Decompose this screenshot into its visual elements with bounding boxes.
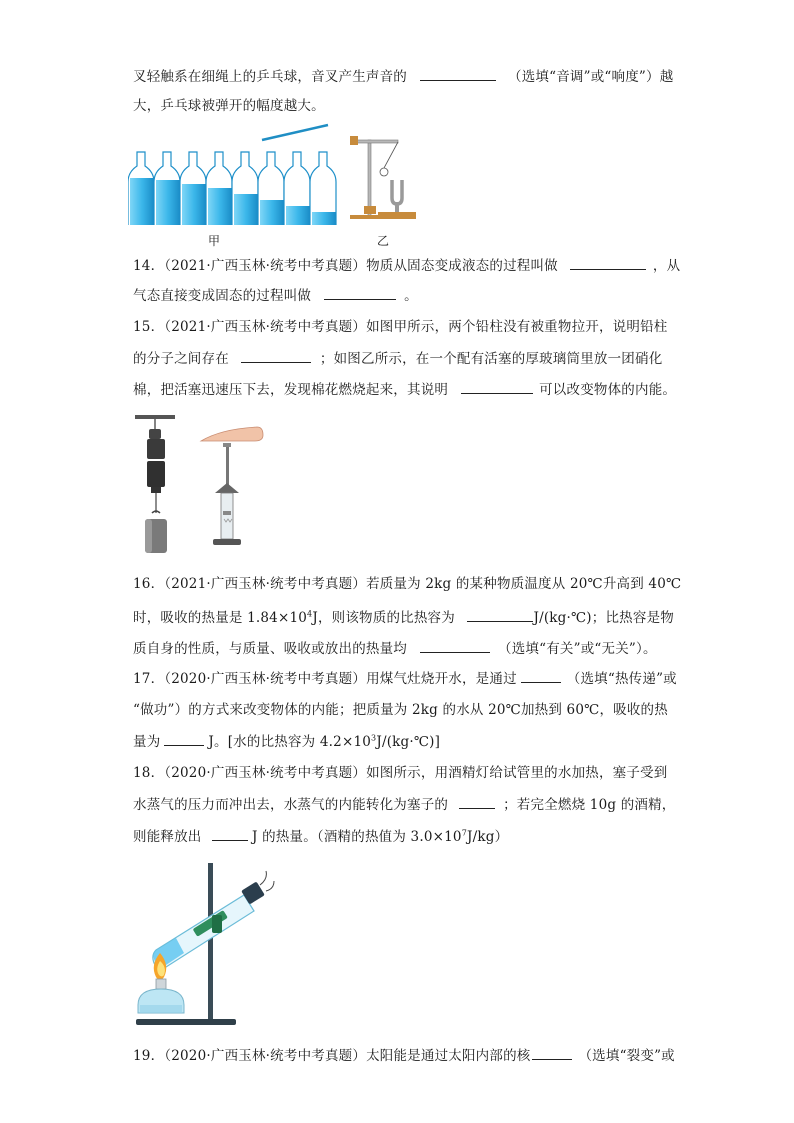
- q15-line2: 的分子之间存在 ；如图乙所示，在一个配有活塞的厚玻璃筒里放一团硝化: [133, 348, 663, 369]
- q16-line1: 16．（2021·广西玉林·统考中考真题）若质量为 2kg 的某种物质温度从 20℃升高到 40℃: [133, 576, 682, 592]
- alcohol-lamp-icon: [138, 953, 184, 1013]
- figure-caption-left: 甲: [208, 234, 221, 248]
- q16-answer-blank-2[interactable]: [420, 638, 490, 653]
- q16-line3: 质自身的性质，与质量、吸收或放出的热量均 （选填“有关”或“无关”）。: [133, 638, 663, 659]
- q17-line2: “做功”）的方式来改变物体的内能；把质量为 2kg 的水从 20℃加热到 60℃，吸收的热: [133, 702, 668, 718]
- figure-caption-right: 乙: [377, 234, 390, 248]
- fire-syringe-icon: [201, 427, 263, 545]
- q19-answer-blank[interactable]: [532, 1045, 572, 1060]
- q16-line2: 时，吸收的热量是 $1.84\times 10^4J$，则该物质的比热容为 J/(kg·℃)；比热容是物: [133, 607, 663, 628]
- q18-answer-blank-1[interactable]: [459, 794, 495, 809]
- q17-line3: 量为 J。[水的比热容为 $4.2\times 10^3J/(kg\cdot℃)$]: [133, 731, 663, 752]
- q17-line1: 17．（2020·广西玉林·统考中考真题）用煤气灶烧开水，是通过 （选填“热传递”或: [133, 668, 663, 689]
- q13-answer-blank[interactable]: [420, 66, 496, 81]
- q15-answer-blank-2[interactable]: [461, 379, 533, 394]
- q18-answer-blank-2[interactable]: [212, 826, 248, 841]
- q14-answer-blank-1[interactable]: [570, 255, 646, 270]
- q18-line3: 则能释放出 J 的热量。（酒精的热值为 $3.0\times 10^7J/kg$）: [133, 826, 663, 847]
- bottles-icon: [128, 152, 336, 225]
- q17-answer-blank-2[interactable]: [164, 731, 204, 746]
- q13-line1: 叉轻触系在细绳上的乒乓球，音叉产生声音的 （选填“音调”或“响度”）越: [133, 66, 663, 87]
- striking-stick-icon: [262, 125, 328, 140]
- q15-figure: [135, 415, 270, 560]
- tuning-fork-stand-icon: [350, 136, 416, 219]
- q16-answer-blank-1[interactable]: [467, 607, 533, 622]
- q15-line3: 棉，把活塞迅速压下去，发现棉花燃烧起来，其说明 可以改变物体的内能。: [133, 379, 663, 400]
- q15-line1: 15．（2021·广西玉林·统考中考真题）如图甲所示，两个铅柱没有被重物拉开，说明铅柱: [133, 319, 668, 335]
- q18-line1: 18．（2020·广西玉林·统考中考真题）如图所示，用酒精灯给试管里的水加热，塞子受到: [133, 765, 668, 781]
- q18-line2: 水蒸气的压力而冲出去，水蒸气的内能转化为塞子的 ；若完全燃烧 10g 的酒精，: [133, 794, 663, 815]
- q14-answer-blank-2[interactable]: [324, 285, 396, 300]
- q19-line1: 19．（2020·广西玉林·统考中考真题）太阳能是通过太阳内部的核 （选填“裂变”或: [133, 1045, 663, 1066]
- q13-figure: [128, 120, 428, 225]
- q15-answer-blank-1[interactable]: [241, 348, 311, 363]
- q13-line2: 大，乒乓球被弹开的幅度越大。: [133, 98, 325, 114]
- q18-figure: [132, 855, 282, 1030]
- q14-line1: 14．（2021·广西玉林·统考中考真题）物质从固态变成液态的过程叫做 ，从: [133, 255, 663, 276]
- q17-answer-blank-1[interactable]: [521, 668, 561, 683]
- q14-line2: 气态直接变成固态的过程叫做 。: [133, 285, 663, 306]
- lead-cylinders-icon: [135, 415, 175, 553]
